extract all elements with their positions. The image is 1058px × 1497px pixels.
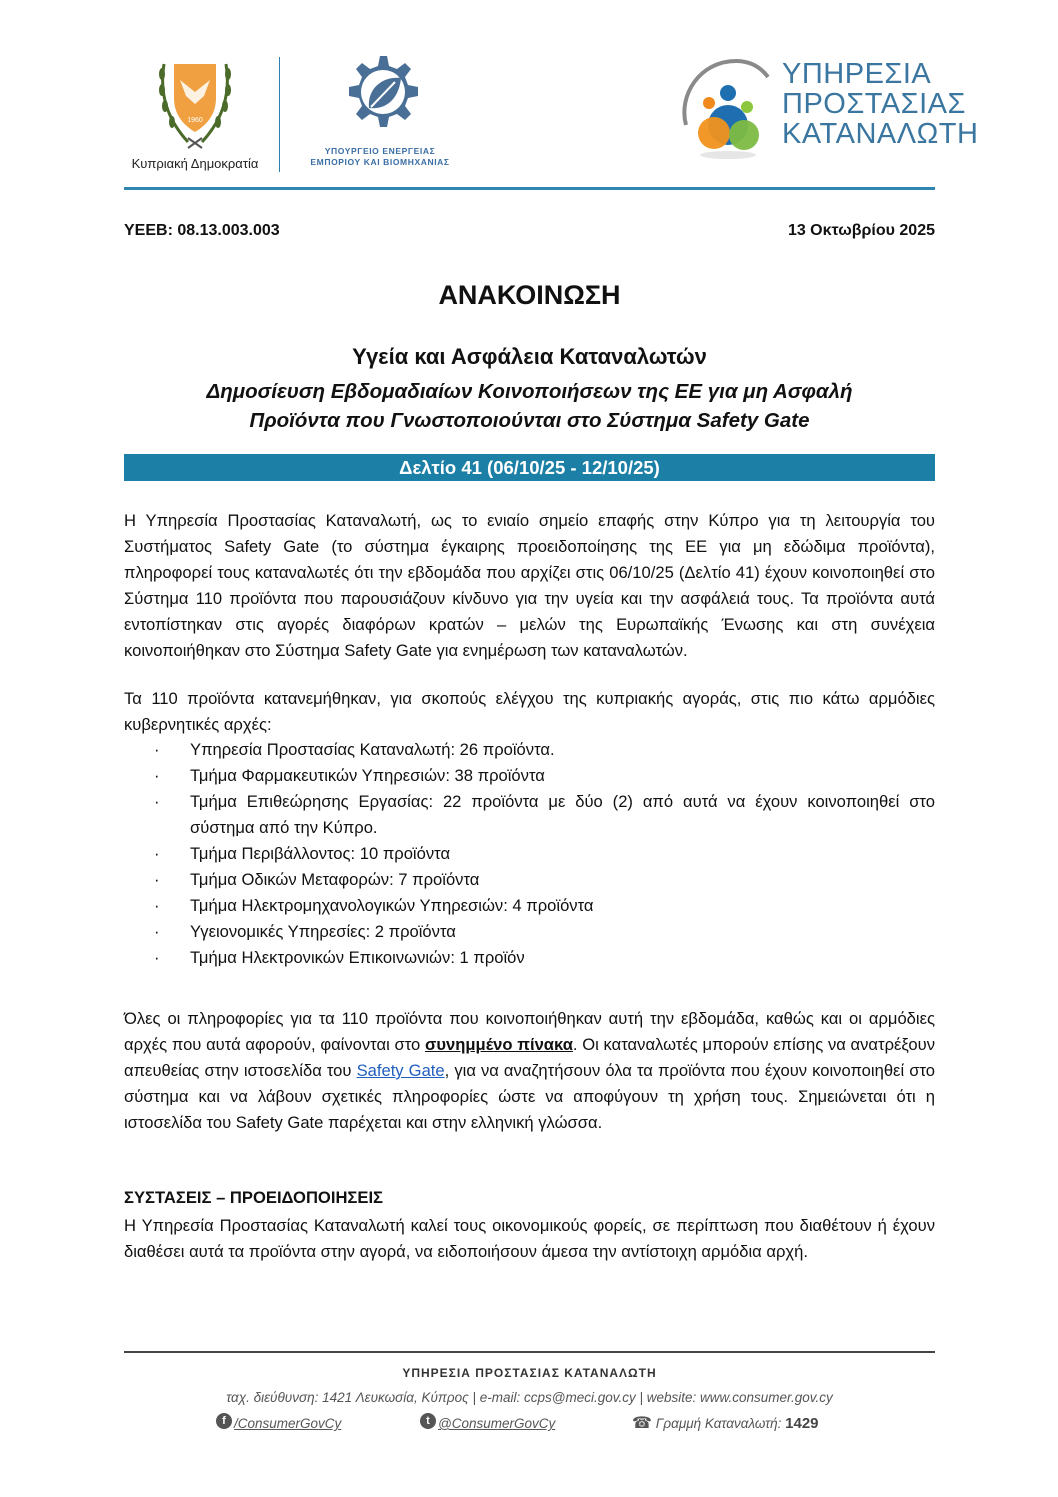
service-logo-line3: ΚΑΤΑΝΑΛΩΤΗ (782, 118, 979, 150)
service-logo-line1: ΥΠΗΡΕΣΙΑ (782, 58, 932, 90)
list-item: · Τμήμα Φαρμακευτικών Υπηρεσιών: 38 προϊόντα (154, 766, 545, 785)
cyprus-republic-logo (120, 58, 270, 171)
hotline: ☎ Γραμμή Καταναλωτή: 1429 (632, 1415, 819, 1432)
attachment-table-link[interactable]: συνημμένο πίνακα (425, 1035, 573, 1054)
people-circles-icon (676, 55, 780, 163)
list-item: · Τμήμα Ηλεκτρομηχανολογικών Υπηρεσιών: 4 προϊόντα (154, 896, 594, 915)
recommendations-heading: ΣΥΣΤΑΣΕΙΣ – ΠΡΟΕΙΔΟΠΟΙΗΣΕΙΣ (124, 1188, 384, 1207)
bulletin-banner: Δελτίο 41 (06/10/25 - 12/10/25) (124, 454, 935, 481)
subtitle-italic-line1: Δημοσίευση Εβδομαδιαίων Κοινοποιήσεων της ΕΕ για μη Ασφαλή (206, 380, 853, 403)
ministry-logo (290, 52, 470, 168)
facebook-link[interactable]: f /ConsumerGovCy (216, 1413, 341, 1431)
page-title: ΑΝΑΚΟΙΝΩΣΗ (438, 280, 621, 310)
safety-gate-link[interactable]: Safety Gate (356, 1061, 445, 1080)
footer-title: ΥΠΗΡΕΣΙΑ ΠΡΟΣΤΑΣΙΑΣ ΚΑΤΑΝΑΛΩΤΗ (402, 1366, 657, 1380)
list-item: · Τμήμα Επιθεώρησης Εργασίας: 22 προϊόντα με δύο (2) από αυτά να έχουν κοινοποιηθεί στο σύστημα από την Κύπρο. (154, 792, 935, 837)
distribution-paragraph: Τα 110 προϊόντα κατανεμήθηκαν, για σκοπούς ελέγχου της κυπριακής αγοράς, στις πιο κάτω αρμόδιες κυβερνητικές αρχές: (124, 689, 935, 734)
list-item: · Τμήμα Ηλεκτρονικών Επικοινωνιών: 1 προϊόν (154, 948, 525, 967)
footer-rule (124, 1351, 935, 1353)
twitter-link[interactable]: t @ConsumerGovCy (420, 1413, 555, 1431)
consumer-protection-service-logo (676, 55, 979, 165)
subtitle-italic (124, 377, 935, 435)
svg-text:1960: 1960 (187, 117, 203, 124)
list-item: · Υπηρεσία Προστασίας Καταναλωτή: 26 προϊόντα. (154, 740, 555, 759)
logo-divider (279, 57, 280, 172)
twitter-icon: t (420, 1413, 436, 1429)
info-paragraph: Όλες οι πληροφορίες για τα 110 προϊόντα που κοινοποιήθηκαν αυτή την εβδομάδα, καθώς και οι αρμόδιες αρχές που αυτά αφορούν, φαίνονται στο συνημμένο πίνακα. Οι καταναλωτές μπορούν επίσης να ανατρέξουν απευθείας στην ιστοσελίδα του Safety Gate, για να αναζητήσουν όλα τα προϊόντα που έχουν κοινοποιηθεί στο σύστημα και να λάβουν σχετικές πληροφορίες ώστε να αποφύγουν τη χρήση τους. Σημειώνεται ότι η ιστοσελίδα του Safety Gate παρέχεται και στην ελληνική γλώσσα. (124, 1009, 936, 1132)
ministry-caption-line1: ΥΠΟΥΡΓΕΙΟ ΕΝΕΡΓΕΙΑΣ (324, 146, 436, 156)
ministry-caption-line2: ΕΜΠΟΡΙΟΥ ΚΑΙ ΒΙΟΜΗΧΑΝΙΑΣ (310, 157, 450, 167)
reference-number: ΥΕΕΒ: 08.13.003.003 (124, 222, 280, 239)
list-item: · Τμήμα Περιβάλλοντος: 10 προϊόντα (154, 844, 451, 863)
gear-leaf-icon (339, 52, 421, 140)
hotline-number: 1429 (785, 1415, 819, 1432)
subtitle: Υγεία και Ασφάλεια Καταναλωτών (352, 344, 707, 369)
list-item: · Υγειονομικές Υπηρεσίες: 2 προϊόντα (154, 922, 456, 941)
cyprus-emblem-icon (150, 58, 240, 150)
footer-address: ταχ. διεύθυνση: 1421 Λευκωσία, Κύπρος | e-mail: ccps@meci.gov.cy | website: www.consumer.gov.cy (226, 1390, 833, 1405)
phone-icon: ☎ (632, 1415, 652, 1432)
authorities-list (124, 737, 935, 971)
cyprus-republic-caption: Κυπριακή Δημοκρατία (131, 156, 259, 171)
intro-paragraph: Η Υπηρεσία Προστασίας Καταναλωτή, ως το ενιαίο σημείο επαφής στην Κύπρο για τη λειτουργία του Συστήματος Safety Gate (το σύστημα έγκαιρης προειδοποίησης της ΕΕ για μη εδώδιμα προϊόντα), πληροφορεί τους καταναλωτές ότι την εβδομάδα που αρχίζει στις 06/10/25 (Δελτίο 41) έχουν κοινοποιηθεί στο Σύστημα 110 προϊόντα που παρουσιάζουν κίνδυνο για την υγεία και την ασφάλειά τους. Τα προϊόντα αυτά εντοπίστηκαν στις αγορές διαφόρων κρατών – μελών της Ευρωπαϊκής Ένωσης και στη συνέχεια κοινοποιήθηκαν στο Σύστημα Safety Gate για ενημέρωση των καταναλωτών. (124, 511, 935, 660)
service-logo-line2: ΠΡΟΣΤΑΣΙΑΣ (782, 88, 966, 120)
recommendations-paragraph: Η Υπηρεσία Προστασίας Καταναλωτή καλεί τους οικονομικούς φορείς, σε περίπτωση που διαθέτουν ή έχουν διαθέσει αυτά τα προϊόντα στην αγορά, να ειδοποιήσουν άμεσα την αντίστοιχη αρμόδια αρχή. (124, 1216, 935, 1261)
subtitle-italic-line2: Προϊόντα που Γνωστοποιούνται στο Σύστημα Safety Gate (249, 409, 810, 432)
header-rule (124, 187, 935, 190)
list-item: · Τμήμα Οδικών Μεταφορών: 7 προϊόντα (154, 870, 480, 889)
facebook-icon: f (216, 1413, 232, 1429)
document-date: 13 Οκτωβρίου 2025 (787, 222, 935, 239)
